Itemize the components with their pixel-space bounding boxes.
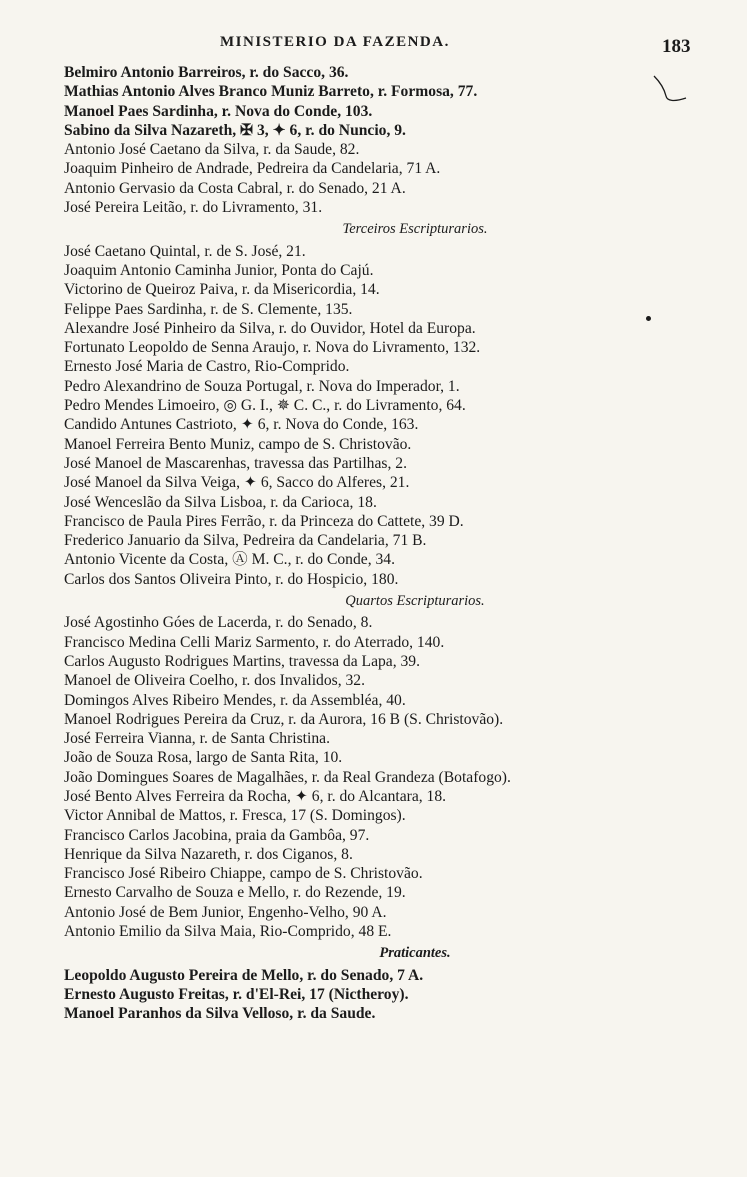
list-item: Manoel Rodrigues Pereira da Cruz, r. da Aurora, 16 B (S. Christovão). (64, 710, 504, 728)
list-item: Antonio José Caetano da Silva, r. da Saude, 82. (64, 141, 360, 159)
section-title: Praticantes. (379, 945, 451, 962)
list-item: Victorino de Queiroz Paiva, r. da Misericordia, 14. (64, 281, 380, 299)
list-item: Manoel Ferreira Bento Muniz, campo de S. Christovão. (64, 435, 412, 453)
list-item: José Ferreira Vianna, r. de Santa Christina. (64, 730, 330, 748)
list-item: João Domingues Soares de Magalhães, r. da Real Grandeza (Botafogo). (64, 768, 511, 786)
list-item: José Pereira Leitão, r. do Livramento, 31. (64, 199, 323, 217)
list-item: Joaquim Antonio Caminha Junior, Ponta do Cajú. (64, 261, 374, 279)
running-head: MINISTERIO DA FAZENDA. (220, 34, 450, 50)
list-item: Pedro Mendes Limoeiro, ◎ G. I., ✵ C. C., r. do Livramento, 64. (64, 397, 466, 415)
list-item: Joaquim Pinheiro de Andrade, Pedreira da Candelaria, 71 A. (64, 160, 441, 178)
list-item: Antonio Emilio da Silva Maia, Rio-Comprido, 48 E. (64, 923, 392, 941)
list-item: José Wenceslão da Silva Lisboa, r. da Carioca, 18. (64, 493, 377, 511)
list-item: Frederico Januario da Silva, Pedreira da Candelaria, 71 B. (64, 532, 427, 550)
list-item: Ernesto Carvalho de Souza e Mello, r. do Rezende, 19. (64, 884, 406, 902)
list-item: Antonio José de Bem Junior, Engenho-Velho, 90 A. (64, 903, 387, 921)
list-item: Felippe Paes Sardinha, r. de S. Clemente, 135. (64, 300, 353, 318)
list-item: Manoel Paes Sardinha, r. Nova do Conde, 103. (64, 102, 373, 120)
list-item: José Caetano Quintal, r. de S. José, 21. (64, 242, 306, 260)
list-item: Ernesto José Maria de Castro, Rio-Comprido. (64, 358, 350, 376)
list-item: Fortunato Leopoldo de Senna Araujo, r. Nova do Livramento, 132. (64, 339, 481, 357)
list-item: Leopoldo Augusto Pereira de Mello, r. do Senado, 7 A. (64, 966, 424, 984)
list-item: Ernesto Augusto Freitas, r. d'El-Rei, 17 (Nictheroy). (64, 985, 409, 1003)
list-item: Domingos Alves Ribeiro Mendes, r. da Assembléa, 40. (64, 691, 406, 709)
page-header (0, 34, 747, 56)
list-item: José Agostinho Góes de Lacerda, r. do Senado, 8. (64, 614, 373, 632)
list-item: Francisco Carlos Jacobina, praia da Gambôa, 97. (64, 826, 370, 844)
list-item: Pedro Alexandrino de Souza Portugal, r. Nova do Imperador, 1. (64, 377, 460, 395)
directory-listing (64, 63, 736, 1024)
list-item: Manoel de Oliveira Coelho, r. dos Invalidos, 32. (64, 672, 365, 690)
list-item: Carlos dos Santos Oliveira Pinto, r. do Hospicio, 180. (64, 570, 399, 588)
list-item: Carlos Augusto Rodrigues Martins, travessa da Lapa, 39. (64, 652, 420, 670)
list-item: Mathias Antonio Alves Branco Muniz Barreto, r. Formosa, 77. (64, 83, 478, 101)
list-item: José Bento Alves Ferreira da Rocha, ✦ 6, r. do Alcantara, 18. (64, 787, 447, 805)
page-number: 183 (662, 36, 691, 57)
list-item: Victor Annibal de Mattos, r. Fresca, 17 (S. Domingos). (64, 807, 406, 825)
list-item: Henrique da Silva Nazareth, r. dos Ciganos, 8. (64, 845, 353, 863)
list-item: Belmiro Antonio Barreiros, r. do Sacco, 36. (64, 64, 349, 81)
list-item: Antonio Vicente da Costa, Ⓐ M. C., r. do Conde, 34. (64, 551, 395, 569)
list-item: Antonio Gervasio da Costa Cabral, r. do Senado, 21 A. (64, 179, 406, 197)
list-item: Francisco José Ribeiro Chiappe, campo de S. Christovão. (64, 865, 423, 883)
list-item: João de Souza Rosa, largo de Santa Rita, 10. (64, 749, 343, 767)
list-item: Alexandre José Pinheiro da Silva, r. do Ouvidor, Hotel da Europa. (64, 319, 476, 337)
list-item: Candido Antunes Castrioto, ✦ 6, r. Nova do Conde, 163. (64, 416, 419, 434)
list-item: Francisco de Paula Pires Ferrão, r. da Princeza do Cattete, 39 D. (64, 512, 464, 530)
section-title: Terceiros Escripturarios. (342, 221, 488, 238)
list-item: Sabino da Silva Nazareth, ✠ 3, ✦ 6, r. do Nuncio, 9. (64, 121, 406, 139)
section-title: Quartos Escripturarios. (345, 593, 485, 610)
list-item: Manoel Paranhos da Silva Velloso, r. da Saude. (64, 1005, 376, 1023)
list-item: José Manoel de Mascarenhas, travessa das Partilhas, 2. (64, 454, 407, 472)
list-item: Francisco Medina Celli Mariz Sarmento, r. do Aterrado, 140. (64, 633, 445, 651)
list-item: José Manoel da Silva Veiga, ✦ 6, Sacco do Alferes, 21. (64, 474, 410, 492)
